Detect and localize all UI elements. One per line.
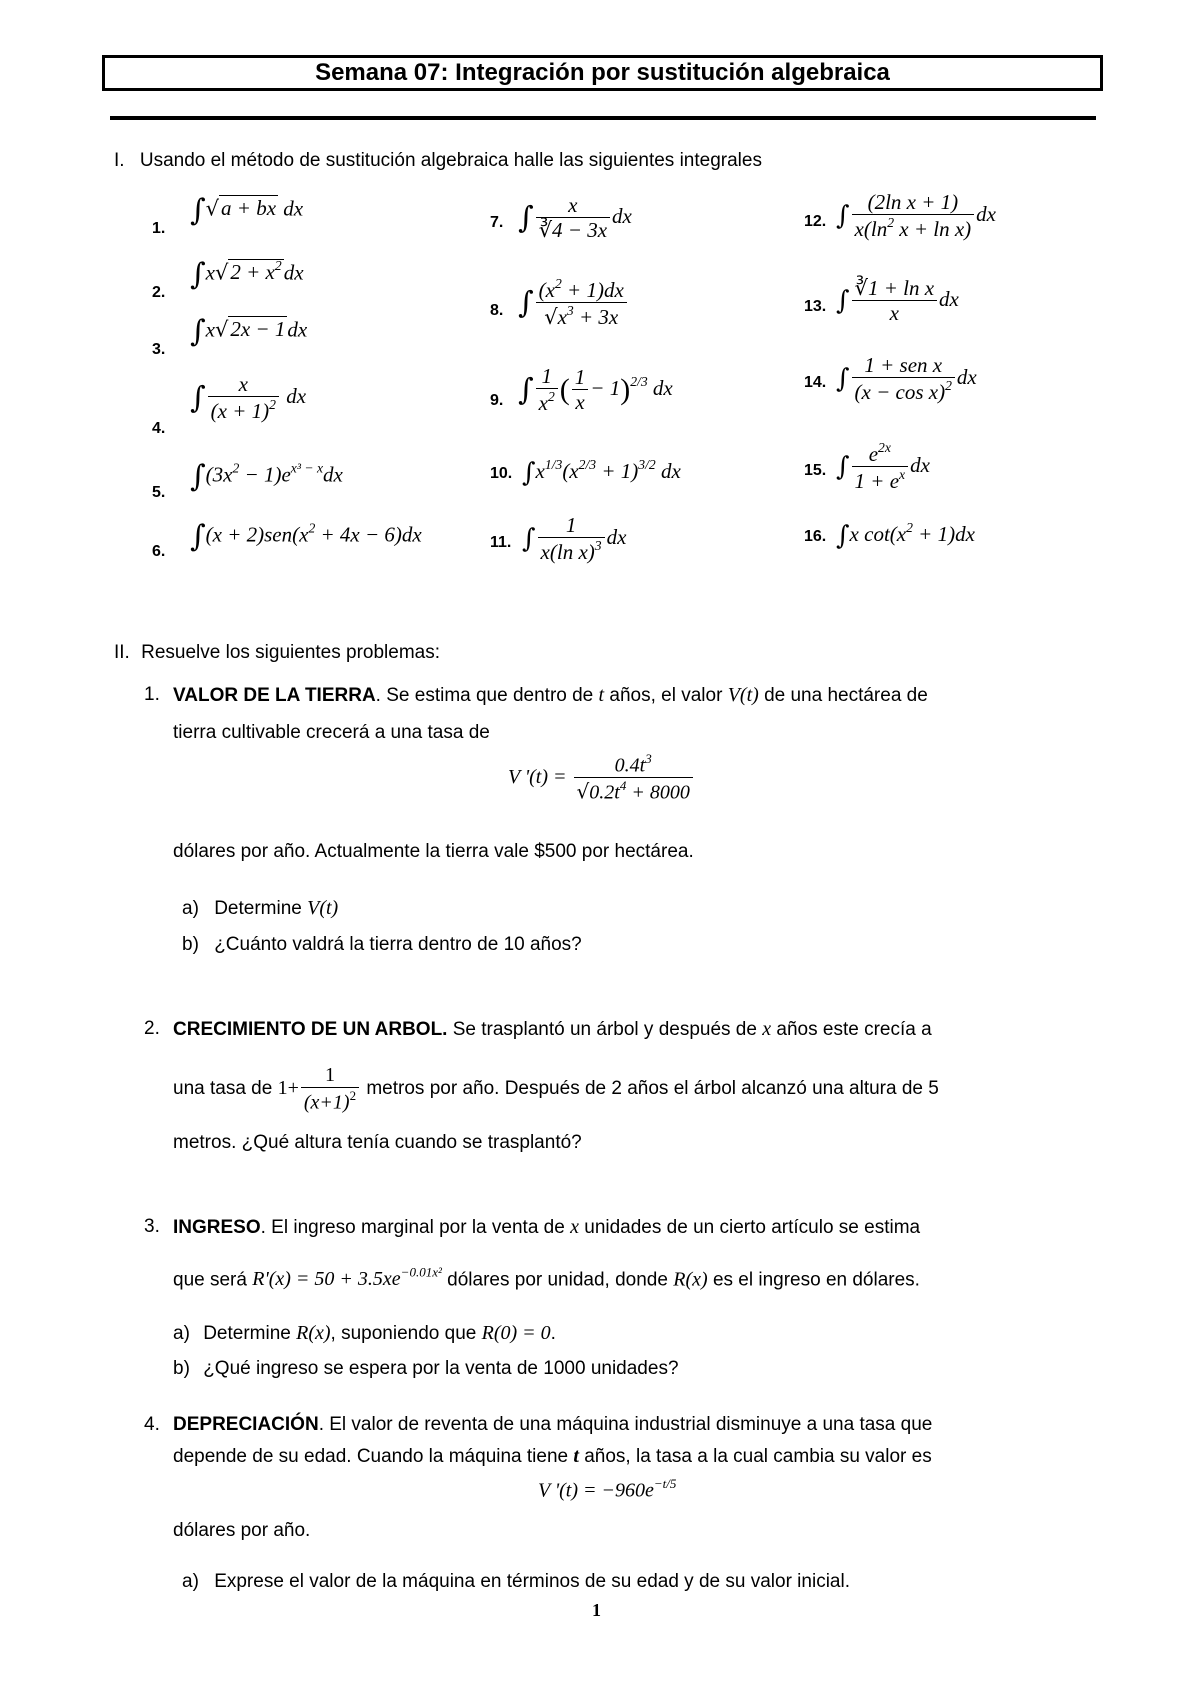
integral-label-11: 11. (490, 534, 512, 551)
integral-3: ∫x√2x − 1dx (190, 314, 308, 349)
section-2-text: Resuelve los siguientes problemas: (141, 642, 441, 663)
integral-label-15: 15. (804, 462, 827, 479)
integral-10: $\int x^{1/3}(x^{2/3} + 1)^{3/2}$ dx (522, 457, 681, 489)
integral-label-4: 4. (152, 420, 166, 437)
integral-label-8: 8. (490, 302, 504, 319)
problem-3-statement: INGRESO. El ingreso marginal por la venta de x unidades de un cierto artículo se estima (173, 1216, 921, 1238)
problem-3-item-a: a) Determine R(x), suponiendo que R(0) = 0. (173, 1322, 556, 1344)
integral-label-14: 14. (804, 374, 827, 391)
integral-6: $\int(x + 2)sen(x^2 + 4x - 6)dx$ (190, 519, 422, 554)
problem-3-line-2: que será $R'(x) = 50 + 3.5xe^{-0.01x^2}$ dólares por unidad, donde R(x) es el ingreso en dólares. (173, 1265, 920, 1291)
integral-12: ∫ $\frac{\text{(2ln x + 1)}}{x(\ln^2 x + \ln x)}$ dx (836, 190, 996, 241)
integral-label-10: 10. (490, 465, 513, 482)
integral-14: ∫ $\frac{\text{1 + sen x}}{(x - \cos x)^2}$ dx (836, 353, 977, 404)
section-2-numeral: II. (114, 642, 130, 663)
problem-1-after: dólares por año. Actualmente la tierra vale $500 por hectárea. (173, 841, 694, 862)
problem-4-formula: V '$(t) = -960e^{-t/5}$ (538, 1476, 677, 1502)
integral-label-3: 3. (152, 341, 166, 358)
integral-label-2: 2. (152, 284, 166, 301)
problem-4-number: 4. (144, 1414, 160, 1435)
problem-3-number: 3. (144, 1216, 160, 1237)
page-title: Semana 07: Integración por sustitución algebraica (102, 55, 1103, 91)
problem-1-statement: VALOR DE LA TIERRA. Se estima que dentro de t años, el valor V(t) de una hectárea de (173, 684, 928, 706)
section-1-numeral: I. (114, 150, 125, 171)
problem-2-statement: CRECIMIENTO DE UN ARBOL. Se trasplantó un árbol y después de x años este crecía a (173, 1018, 932, 1040)
integral-label-1: 1. (152, 220, 166, 237)
integral-5: $\int(3x^2 - 1)e^{x^3 - x}dx$ (190, 459, 343, 494)
integral-label-12: 12. (804, 213, 827, 230)
integral-label-16: 16. (804, 528, 827, 545)
integral-label-6: 6. (152, 543, 166, 560)
problem-2-title: CRECIMIENTO DE UN ARBOL. (173, 1019, 448, 1040)
integral-4: ∫ $\frac{x}{(x + 1)^2}$ dx (190, 372, 307, 423)
integral-2: $\int x√2 + x^2dx$ (190, 257, 304, 292)
section-2-heading (114, 642, 440, 664)
integral-label-13: 13. (804, 298, 827, 315)
integral-label-5: 5. (152, 484, 166, 501)
integral-label-7: 7. (490, 214, 504, 231)
problem-3-title: INGRESO (173, 1217, 261, 1238)
section-1-heading (114, 150, 762, 172)
integral-label-9: 9. (490, 392, 504, 409)
integral-15: ∫ $\frac{e^{2x}}{1 + e^x}$ dx (836, 440, 930, 493)
problem-4-title: DEPRECIACIÓN (173, 1414, 319, 1435)
integral-16: ∫x $\cot(x^2 + 1)dx$ (836, 520, 975, 552)
section-1-text: Usando el método de sustitución algebraica halle las siguientes integrales (139, 150, 762, 171)
integral-8: ∫ $\frac{(x^2 + 1)dx}{√x^3 + 3x}$ (518, 276, 629, 330)
problem-4-line-2: depende de su edad. Cuando la máquina tiene t años, la tasa a la cual cambia su valor es (173, 1445, 932, 1467)
problem-4-item-a: a) Exprese el valor de la máquina en términos de su edad y de su valor inicial. (182, 1571, 850, 1592)
problem-3-item-b: b) ¿Qué ingreso se espera por la venta de 1000 unidades? (173, 1358, 679, 1379)
integral-9: ∫ $\frac{1}{x^2}$ ( $\frac{1}{x}$ − 1)$^{2/3}$ dx (518, 364, 673, 415)
integral-11: ∫ $\frac{1}{x(\ln x)^3}$ dx (522, 513, 627, 564)
integral-1: ∫√a + bx dx (190, 193, 304, 228)
page-number: 1 (592, 1600, 601, 1620)
integral-7: ∫ $\frac{x}{∛4 - 3x}$ dx (518, 193, 632, 243)
problem-1-number: 1. (144, 684, 160, 705)
problem-4-after: dólares por año. (173, 1520, 311, 1541)
land-price: $500 (534, 841, 577, 862)
problem-1-item-b: b) ¿Cuánto valdrá la tierra dentro de 10 años? (182, 934, 582, 955)
problem-2-line-3: metros. ¿Qué altura tenía cuando se trasplantó? (173, 1132, 582, 1153)
problem-1-line-2: tierra cultivable crecerá a una tasa de (173, 722, 490, 743)
problem-1-formula: V '(t) = $\frac{0.4t^3}{√0.2t^4 + 8000}$ (508, 752, 695, 805)
problem-4-statement: DEPRECIACIÓN. El valor de reventa de una máquina industrial disminuye a una tasa que (173, 1414, 933, 1435)
title-divider (110, 116, 1096, 120)
problem-1-item-a: a) Determine V(t) (182, 897, 339, 919)
problem-1-title: VALOR DE LA TIERRA (173, 685, 376, 706)
problem-2-line-2: una tasa de 1+ $\frac{1}{(x+1)^2}$ metros por año. Después de 2 años el árbol alcanzó una altura de 5 (173, 1064, 939, 1114)
integral-13: ∫ $\frac{\text{∛1 + ln x}}{x}$ dx (836, 276, 959, 326)
problem-2-number: 2. (144, 1018, 160, 1039)
